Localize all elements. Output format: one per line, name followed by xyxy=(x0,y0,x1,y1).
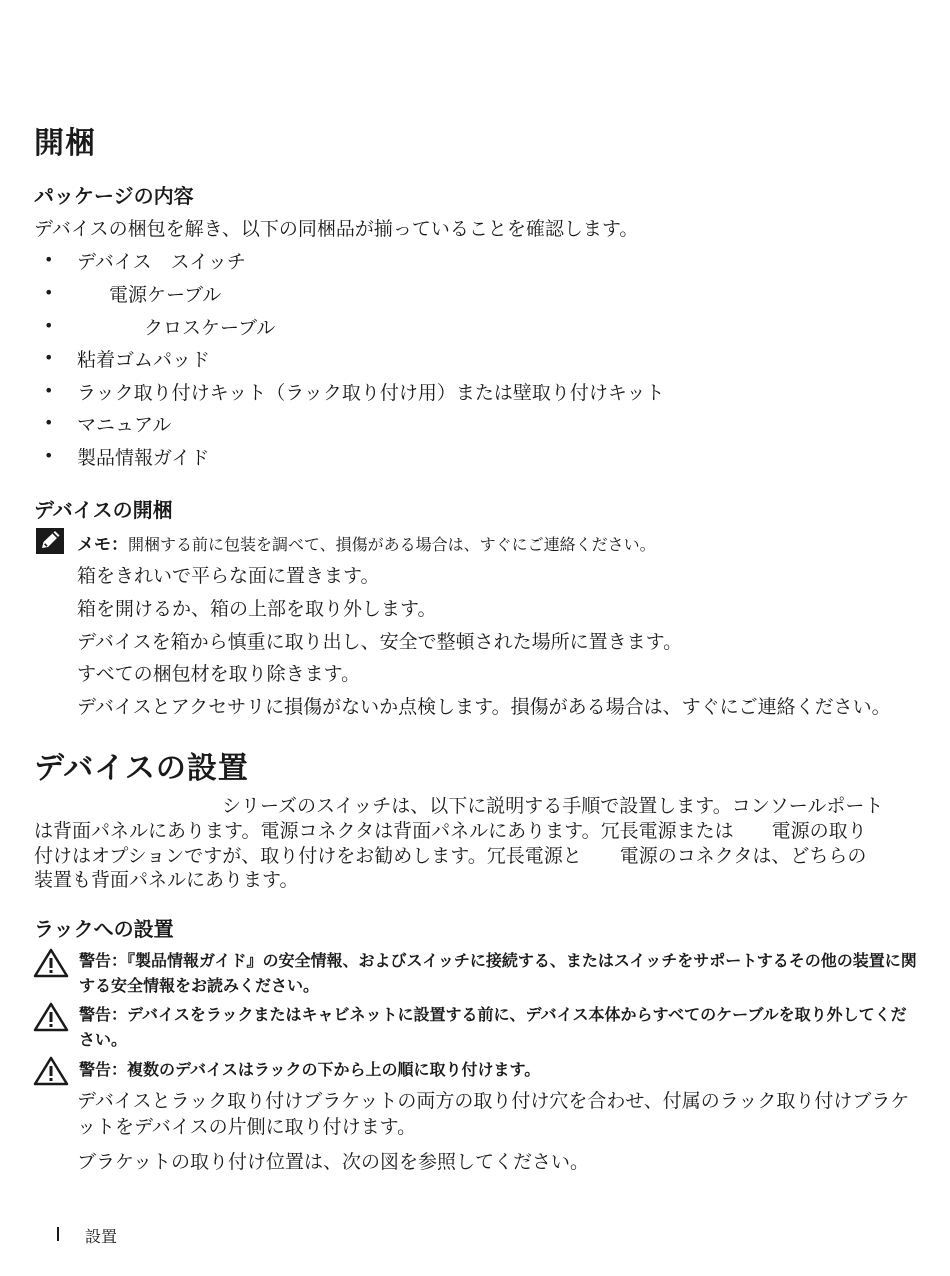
package-intro: デバイスの梱包を解き、以下の同梱品が揃っていることを確認します。 xyxy=(34,218,639,240)
note-label: メモ： xyxy=(77,535,128,555)
install-intro-line: 付けはオプションですが、取り付けをお勧めします。冗長電源と 電源のコネクタは、どちらの xyxy=(34,845,867,867)
footer-divider xyxy=(57,1227,59,1241)
list-item: クロスケーブル xyxy=(144,317,276,339)
unpack-step: デバイスとアクセサリに損傷がないか点検します。損傷がある場合は、すぐにご連絡ください。 xyxy=(77,696,891,718)
section-title-unpacking: 開梱 xyxy=(34,126,96,161)
list-item: 製品情報ガイド xyxy=(77,447,210,469)
note xyxy=(77,530,656,555)
bullet-icon: • xyxy=(44,446,54,465)
install-intro-line: は背面パネルにあります。電源コネクタは背面パネルにあります。冗長電源または 電源の取り xyxy=(34,820,867,842)
warning-icon xyxy=(33,948,69,978)
list-item: デバイス スイッチ xyxy=(77,251,246,273)
heading-package-contents: パッケージの内容 xyxy=(34,184,194,208)
install-intro-line: シリーズのスイッチは、以下に説明する手順で設置します。コンソールポート xyxy=(222,795,884,817)
warning-text: 警告：『製品情報ガイド』の安全情報、およびスイッチに接続する、またはスイッチをサポートするその他の装置に関する安全情報をお読みください。 xyxy=(79,951,917,995)
warning-icon xyxy=(33,1002,69,1032)
heading-unpacking-device: デバイスの開梱 xyxy=(34,498,173,522)
note-text: 開梱する前に包装を調べて、損傷がある場合は、すぐにご連絡ください。 xyxy=(128,535,656,554)
note-icon xyxy=(36,528,64,554)
bullet-icon: • xyxy=(44,348,54,367)
list-item: ラック取り付けキット（ラック取り付け用）または壁取り付けキット xyxy=(77,382,665,404)
rack-step: ブラケットの取り付け位置は、次の図を参照してください。 xyxy=(77,1151,590,1173)
warning-text: 警告：デバイスをラックまたはキャビネットに設置する前に、デバイス本体からすべてのケーブルを取り外してください。 xyxy=(79,1005,907,1049)
unpack-step: 箱を開けるか、箱の上部を取り外します。 xyxy=(77,598,437,620)
bullet-icon: • xyxy=(44,316,54,335)
bullet-icon: • xyxy=(44,413,54,432)
rack-step: デバイスとラック取り付けブラケットの両方の取り付け穴を合わせ、付属のラック取り付けブラケットをデバイスの片側に取り付けます。 xyxy=(77,1090,910,1138)
warning-text: 警告：複数のデバイスはラックの下から上の順に取り付けます。 xyxy=(79,1060,541,1079)
warning-icon xyxy=(33,1056,69,1086)
section-title-installation: デバイスの設置 xyxy=(34,751,249,786)
heading-rack-installation: ラックへの設置 xyxy=(34,917,174,941)
unpack-step: すべての梱包材を取り除きます。 xyxy=(77,663,361,685)
list-item: マニュアル xyxy=(77,414,172,436)
unpack-step: デバイスを箱から慎重に取り出し、安全で整頓された場所に置きます。 xyxy=(77,631,683,653)
bullet-icon: • xyxy=(44,381,54,400)
list-item: 電源ケーブル xyxy=(109,284,222,306)
bullet-icon: • xyxy=(44,283,54,302)
footer-label: 設置 xyxy=(85,1227,118,1246)
unpack-step: 箱をきれいで平らな面に置きます。 xyxy=(77,565,380,587)
bullet-icon: • xyxy=(44,250,54,269)
list-item: 粘着ゴムパッド xyxy=(77,349,211,371)
install-intro-line: 装置も背面パネルにあります。 xyxy=(34,869,299,891)
